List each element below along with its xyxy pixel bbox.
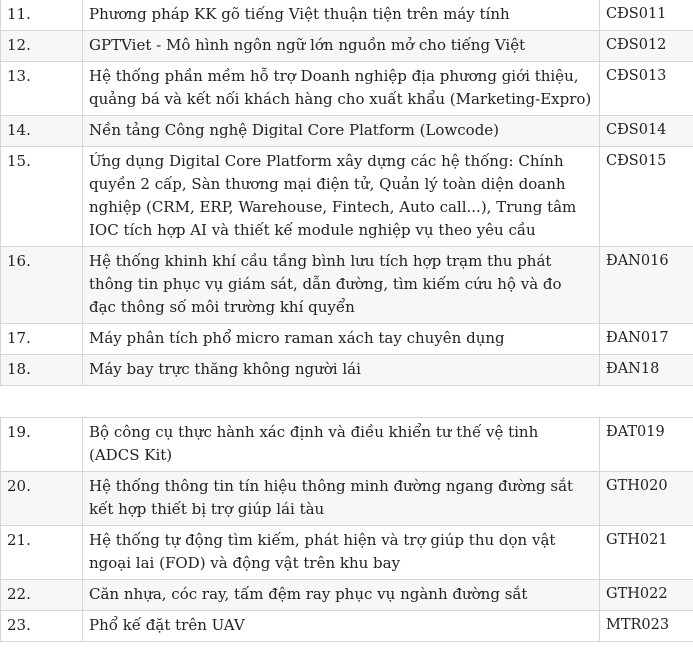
- table-row: [1, 116, 693, 147]
- table-row: [1, 147, 693, 247]
- row-number: 22.: [1, 580, 83, 611]
- table-row: [1, 418, 693, 472]
- product-code: CĐS013: [600, 62, 693, 116]
- table-row: [1, 31, 693, 62]
- product-name: Hệ thống khinh khí cầu tầng bình lưu tích hợp trạm thu phát thông tin phục vụ giám sát, dẫn đường, tìm kiếm cứu hộ và đo đạc thông số môi trường khí quyển: [83, 247, 600, 324]
- product-name: Ứng dụng Digital Core Platform xây dựng các hệ thống: Chính quyền 2 cấp, Sàn thương mại điện tử, Quản lý toàn diện doanh nghiệp (CRM, ERP, Warehouse, Fintech, Auto call...), Trung tâm IOC tích hợp AI và thiết kế module nghiệp vụ theo yêu cầu: [83, 147, 600, 247]
- product-name: Nền tảng Công nghệ Digital Core Platform (Lowcode): [83, 116, 600, 147]
- product-code: GTH020: [600, 472, 693, 526]
- product-name: Phổ kế đặt trên UAV: [83, 611, 600, 642]
- product-code: ĐAN017: [600, 324, 693, 355]
- row-number: 14.: [1, 116, 83, 147]
- table-row: [1, 611, 693, 642]
- product-code: ĐAN016: [600, 247, 693, 324]
- row-number: 17.: [1, 324, 83, 355]
- row-number: 11.: [1, 0, 83, 31]
- product-name: Máy phân tích phổ micro raman xách tay chuyên dụng: [83, 324, 600, 355]
- product-code: ĐAT019: [600, 418, 693, 472]
- table-row: [1, 324, 693, 355]
- product-name: Hệ thống tự động tìm kiếm, phát hiện và trợ giúp thu dọn vật ngoại lai (FOD) và động vật trên khu bay: [83, 526, 600, 580]
- product-name: Phương pháp KK gõ tiếng Việt thuận tiện trên máy tính: [83, 0, 600, 31]
- row-number: 23.: [1, 611, 83, 642]
- product-code: CĐS015: [600, 147, 693, 247]
- table-row: [1, 526, 693, 580]
- row-number: 12.: [1, 31, 83, 62]
- row-number: 21.: [1, 526, 83, 580]
- product-code: GTH021: [600, 526, 693, 580]
- table-row: [1, 472, 693, 526]
- row-number: 18.: [1, 355, 83, 386]
- product-code: CĐS011: [600, 0, 693, 31]
- product-name: Căn nhựa, cóc ray, tấm đệm ray phục vụ ngành đường sắt: [83, 580, 600, 611]
- row-number: 16.: [1, 247, 83, 324]
- table-row: [1, 0, 693, 31]
- row-number: 15.: [1, 147, 83, 247]
- product-name: Bộ công cụ thực hành xác định và điều khiển tư thế vệ tinh (ADCS Kit): [83, 418, 600, 472]
- row-number: 19.: [1, 418, 83, 472]
- table-row: [1, 62, 693, 116]
- row-number: 20.: [1, 472, 83, 526]
- product-name: GPTViet - Mô hình ngôn ngữ lớn nguồn mở cho tiếng Việt: [83, 31, 600, 62]
- table-row: [1, 247, 693, 324]
- product-name: Hệ thống thông tin tín hiệu thông minh đường ngang đường sắt kết hợp thiết bị trợ giúp lái tàu: [83, 472, 600, 526]
- table-row: [1, 580, 693, 611]
- table-body: [1, 0, 693, 386]
- table-body: [1, 418, 693, 642]
- product-name: Máy bay trực thăng không người lái: [83, 355, 600, 386]
- table-row: [1, 355, 693, 386]
- product-code: MTR023: [600, 611, 693, 642]
- product-code: CĐS012: [600, 31, 693, 62]
- row-number: 13.: [1, 62, 83, 116]
- product-name: Hệ thống phần mềm hỗ trợ Doanh nghiệp địa phương giới thiệu, quảng bá và kết nối khách hàng cho xuất khẩu (Marketing-Expro): [83, 62, 600, 116]
- product-code: CĐS014: [600, 116, 693, 147]
- product-code: ĐAN18: [600, 355, 693, 386]
- product-code: GTH022: [600, 580, 693, 611]
- product-table-part-2: [0, 417, 693, 642]
